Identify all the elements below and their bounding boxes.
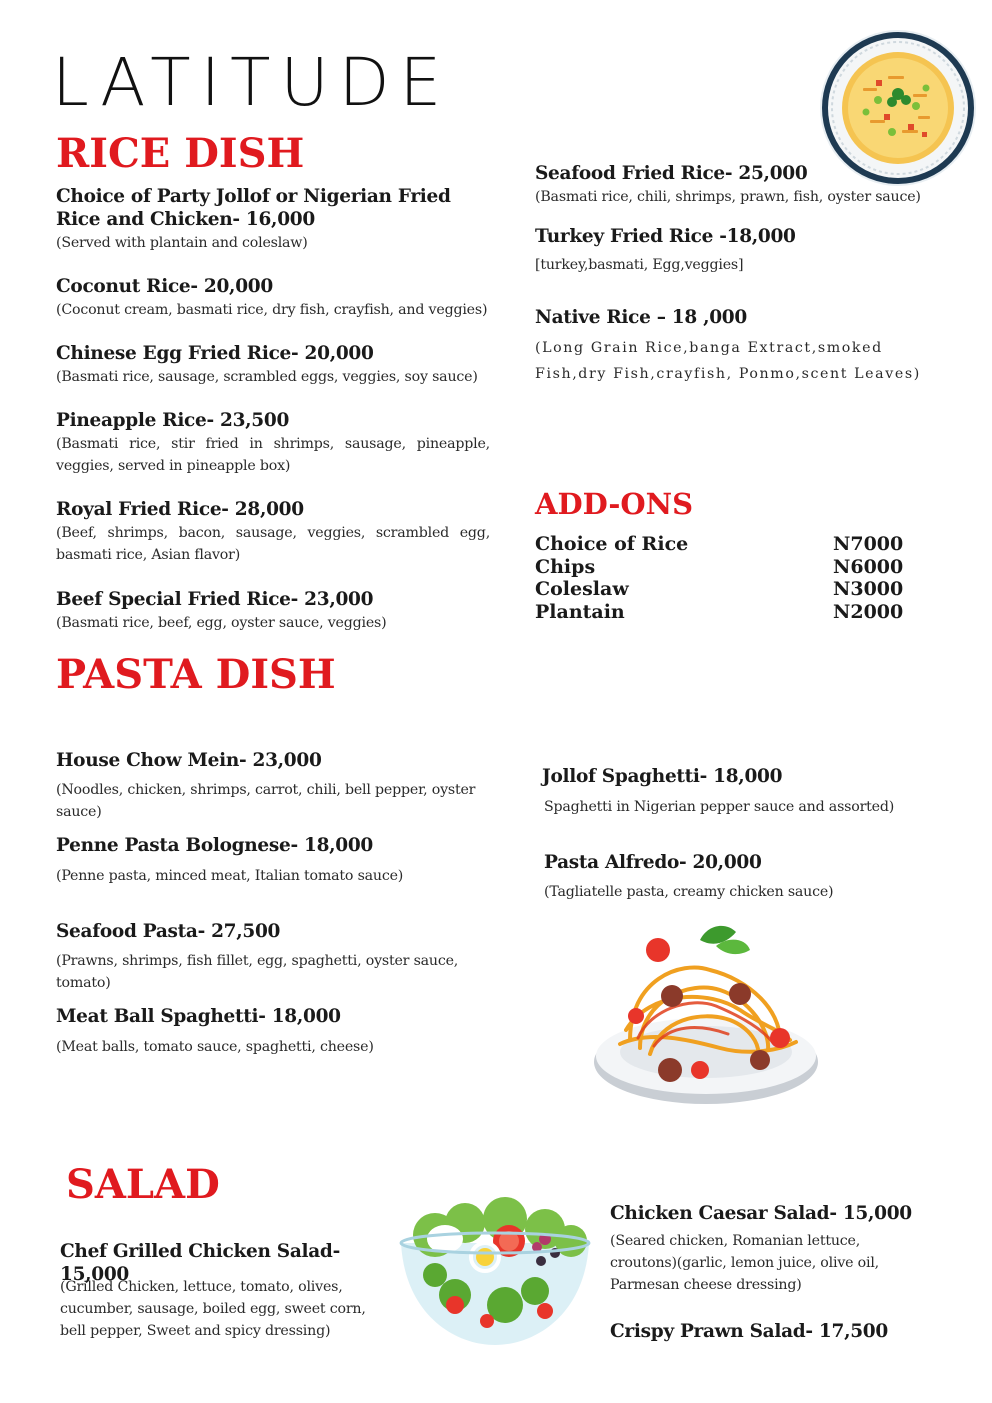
menu-item-desc: Spaghetti in Nigerian pepper sauce and assorted)	[544, 799, 895, 815]
addon-name: Chips	[535, 555, 596, 578]
menu-item-desc: (Served with plantain and coleslaw)	[56, 235, 308, 251]
menu-item-desc: (Seared chicken, Romanian lettuce, croutons)(garlic, lemon juice, olive oil, Parmesan cheese dressing)	[610, 1233, 879, 1293]
menu-item-desc: (Noodles, chicken, shrimps, carrot, chili, bell pepper, oyster sauce)	[56, 782, 476, 820]
menu-item-name: Choice of Party Jollof or Nigerian Fried Rice and Chicken- 16,000	[56, 186, 451, 230]
addon-row	[535, 578, 904, 601]
addon-name: Plantain	[535, 600, 625, 623]
menu-item-desc: [turkey,basmati, Egg,veggies]	[535, 257, 744, 273]
addon-name: Choice of Rice	[535, 533, 689, 555]
addon-row	[535, 555, 904, 579]
menu-item-name: House Chow Mein- 23,000	[56, 750, 322, 771]
addon-price: N6000	[833, 555, 904, 578]
menu-item-name: Jollof Spaghetti- 18,000	[542, 766, 783, 787]
pasta-dish-title: PASTA DISH	[56, 651, 336, 698]
menu-item-name: Seafood Fried Rice- 25,000	[535, 163, 808, 184]
menu-item-desc: (Basmati rice, stir fried in shrimps, sausage, pineapple, veggies, served in pineapple box)	[56, 436, 490, 474]
menu-item-name: Pineapple Rice- 23,500	[56, 410, 290, 431]
addon-row	[535, 600, 904, 624]
menu-item-name: Pasta Alfredo- 20,000	[544, 852, 762, 873]
addon-name: Coleslaw	[535, 578, 629, 600]
menu-item-desc: (Beef, shrimps, bacon, sausage, veggies, scrambled egg, basmati rice, Asian flavor)	[56, 525, 490, 563]
menu-item-name: Native Rice – 18 ,000	[535, 307, 747, 328]
addon-price: N3000	[833, 578, 904, 600]
menu-item-name: Penne Pasta Bolognese- 18,000	[56, 835, 373, 856]
menu-item-desc: (Basmati rice, chili, shrimps, prawn, fish, oyster sauce)	[535, 189, 921, 205]
brand-logo: LATITUDE	[52, 44, 452, 121]
menu-item-desc: (Meat balls, tomato sauce, spaghetti, cheese)	[56, 1039, 374, 1055]
menu-item-desc: (Prawns, shrimps, fish fillet, egg, spaghetti, oyster sauce, tomato)	[56, 953, 459, 991]
fried-rice-plate-image	[818, 28, 978, 188]
rice-dish-title: RICE DISH	[56, 130, 305, 177]
menu-item-name: Chinese Egg Fried Rice- 20,000	[56, 343, 374, 364]
spaghetti-plate-image	[590, 920, 822, 1110]
menu-item-desc: (Long Grain Rice,banga Extract,smoked Fish,dry Fish,crayfish, Ponmo,scent Leaves)	[535, 340, 921, 382]
addon-price: N2000	[833, 600, 904, 623]
menu-item-name: Meat Ball Spaghetti- 18,000	[56, 1006, 341, 1027]
salad-bowl-image	[395, 1195, 595, 1355]
menu-item-desc: (Basmati rice, sausage, scrambled eggs, veggies, soy sauce)	[56, 369, 478, 385]
addons-list	[535, 533, 904, 623]
menu-item-name: Royal Fried Rice- 28,000	[56, 499, 304, 520]
menu-item-name: Beef Special Fried Rice- 23,000	[56, 589, 374, 610]
menu-item-name: Turkey Fried Rice -18,000	[535, 226, 796, 247]
menu-item-name: Chicken Caesar Salad- 15,000	[610, 1203, 912, 1224]
menu-item-name: Coconut Rice- 20,000	[56, 276, 273, 297]
menu-item-desc: (Coconut cream, basmati rice, dry fish, crayfish, and veggies)	[56, 302, 488, 318]
addons-title: ADD-ONS	[535, 487, 694, 521]
menu-item-name: Chef Grilled Chicken Salad- 15,000	[60, 1241, 340, 1285]
menu-item-name: Crispy Prawn Salad- 17,500	[610, 1321, 888, 1342]
menu-item-desc: (Penne pasta, minced meat, Italian tomato sauce)	[56, 868, 404, 884]
menu-item-desc: (Basmati rice, beef, egg, oyster sauce, veggies)	[56, 615, 387, 631]
addon-price: N7000	[833, 533, 904, 555]
menu-item-desc: (Tagliatelle pasta, creamy chicken sauce)	[544, 884, 834, 900]
menu-item-desc: (Grilled Chicken, lettuce, tomato, olives, cucumber, sausage, boiled egg, sweet corn, bell pepper, Sweet and spicy dressing)	[60, 1279, 366, 1339]
salad-title: SALAD	[66, 1161, 220, 1208]
addon-row	[535, 533, 904, 556]
menu-item-name: Seafood Pasta- 27,500	[56, 921, 281, 942]
